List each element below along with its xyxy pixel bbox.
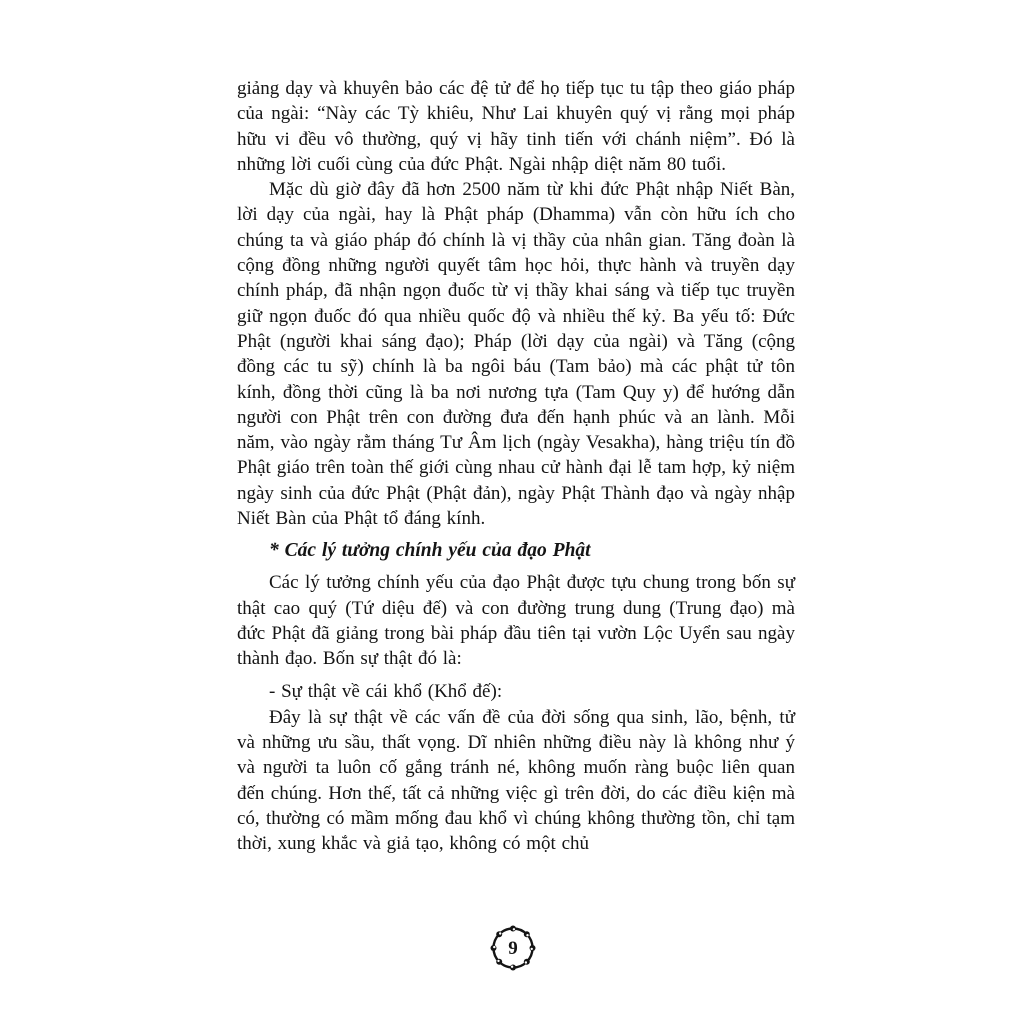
list-item-truth-of-suffering: - Sự thật về cái khổ (Khổ đế): [269, 680, 503, 702]
text-block [237, 76, 795, 857]
paragraph-last-words: giảng dạy và khuyên bảo các đệ tử để họ tiếp tục tu tập theo giáo pháp của ngài: “Này các Tỳ khiêu, Như Lai khuyên quý vị rằng mọi pháp hữu vi đều vô thường, quý vị hãy tinh tiến với chánh niệm”. Đó là những lời cuối cùng của đức Phật. Ngài nhập diệt năm 80 tuổi. [237, 78, 795, 175]
paragraph-truth-of-suffering-body: Đây là sự thật về các vấn đề của đời sống qua sinh, lão, bệnh, tử và những ưu sầu, thất vọng. Dĩ nhiên những điều này là không như ý và người ta luôn cố gắng tránh né, không muốn ràng buộc liên quan đến chúng. Hơn thế, tất cả những việc gì trên đời, do các điều kiện mà có, thường có mầm mống đau khổ vì chúng không thường tồn, chỉ tạm thời, xung khắc và giả tạo, không có một chủ [237, 706, 795, 855]
section-heading-core-ideals: * Các lý tưởng chính yếu của đạo Phật [269, 540, 591, 562]
page-number: 9 [508, 937, 518, 959]
paragraph-four-noble-truths-intro: Các lý tưởng chính yếu của đạo Phật được tựu chung trong bốn sự thật cao quý (Tứ diệu đế) và con đường trung dung (Trung đạo) mà đức Phật đã giảng trong bài pháp đầu tiên tại vườn Lộc Uyển sau ngày thành đạo. Bốn sự thật đó là: [237, 572, 795, 670]
page-number-ornament [489, 924, 537, 972]
paragraph-dhamma-legacy: Mặc dù giờ đây đã hơn 2500 năm từ khi đức Phật nhập Niết Bàn, lời dạy của ngài, hay là Phật pháp (Dhamma) vẫn còn hữu ích cho chúng ta và giáo pháp đó chính là vị thầy của nhân gian. Tăng đoàn là cộng đồng những người quyết tâm học hỏi, thực hành và truyền dạy chính pháp, đã nhận ngọn đuốc từ vị thầy khai sáng và tiếp tục truyền giữ ngọn đuốc đó qua nhiều quốc độ và nhiều thế kỷ. Ba yếu tố: Đức Phật (người khai sáng đạo); Pháp (lời dạy của ngài) và Tăng (cộng đồng các tu sỹ) chính là ba ngôi báu (Tam bảo) mà các phật tử tôn kính, đồng thời cũng là ba nơi nương tựa (Tam Quy y) để hướng dẫn người con Phật trên con đường đưa đến hạnh phúc và an lành. Mỗi năm, vào ngày rằm tháng Tư Âm lịch (ngày Vesakha), hàng triệu tín đồ Phật giáo trên toàn thế giới cùng nhau cử hành đại lễ tam hợp, kỷ niệm ngày sinh của đức Phật (Phật đản), ngày Phật Thành đạo và ngày nhập Niết Bàn của Phật tổ đáng kính. [237, 179, 795, 530]
